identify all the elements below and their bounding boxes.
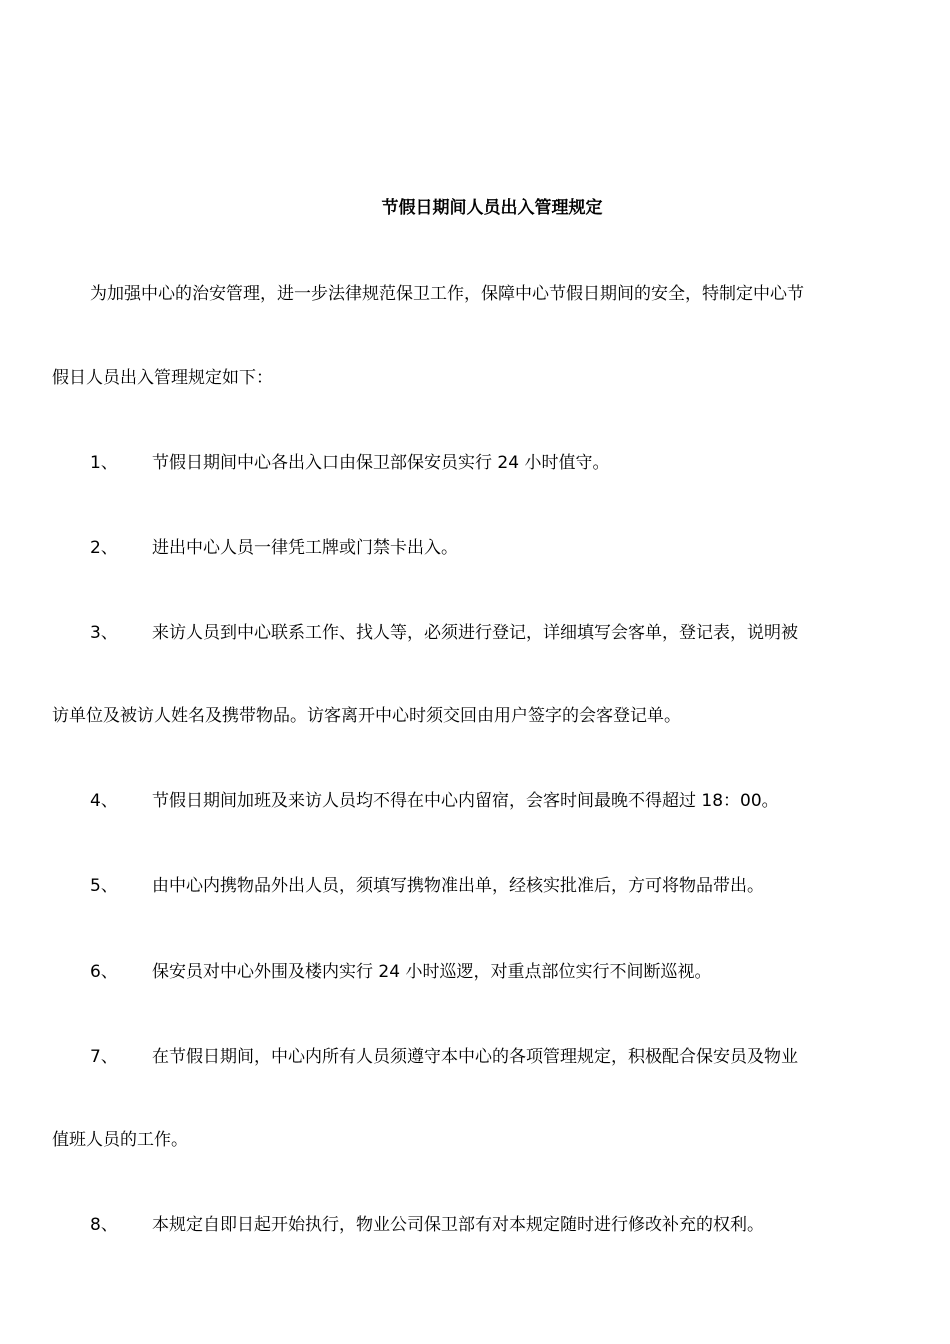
item-number: 3、 — [90, 623, 118, 643]
intro-line-1: 为加强中心的治安管理，进一步法律规范保卫工作，保障中心节假日期间的安全，特制定中心节 — [90, 284, 804, 304]
item-continuation: 值班人员的工作。 — [52, 1130, 188, 1150]
item-number: 7、 — [90, 1047, 118, 1067]
document-title: 节假日期间人员出入管理规定 — [381, 198, 603, 218]
item-text: 节假日期间中心各出入口由保卫部保安员实行 24 小时值守。 — [152, 453, 610, 473]
item-text: 保安员对中心外围及楼内实行 24 小时巡逻，对重点部位实行不间断巡视。 — [152, 962, 712, 982]
item-text: 节假日期间加班及来访人员均不得在中心内留宿，会客时间最晚不得超过 18：00。 — [152, 791, 779, 811]
item-number: 5、 — [90, 876, 118, 896]
item-text: 在节假日期间，中心内所有人员须遵守本中心的各项管理规定，积极配合保安员及物业 — [152, 1047, 798, 1067]
item-text: 来访人员到中心联系工作、找人等，必须进行登记，详细填写会客单，登记表，说明被 — [152, 623, 798, 643]
item-number: 1、 — [90, 453, 118, 473]
item-continuation: 访单位及被访人姓名及携带物品。访客离开中心时须交回由用户签字的会客登记单。 — [52, 706, 681, 726]
item-number: 4、 — [90, 791, 118, 811]
item-number: 6、 — [90, 962, 118, 982]
item-text: 进出中心人员一律凭工牌或门禁卡出入。 — [152, 538, 458, 558]
item-number: 8、 — [90, 1215, 118, 1235]
item-text: 本规定自即日起开始执行，物业公司保卫部有对本规定随时进行修改补充的权利。 — [152, 1215, 764, 1235]
intro-line-2: 假日人员出入管理规定如下： — [52, 368, 273, 388]
item-number: 2、 — [90, 538, 118, 558]
item-text: 由中心内携物品外出人员，须填写携物准出单，经核实批准后，方可将物品带出。 — [152, 876, 764, 896]
